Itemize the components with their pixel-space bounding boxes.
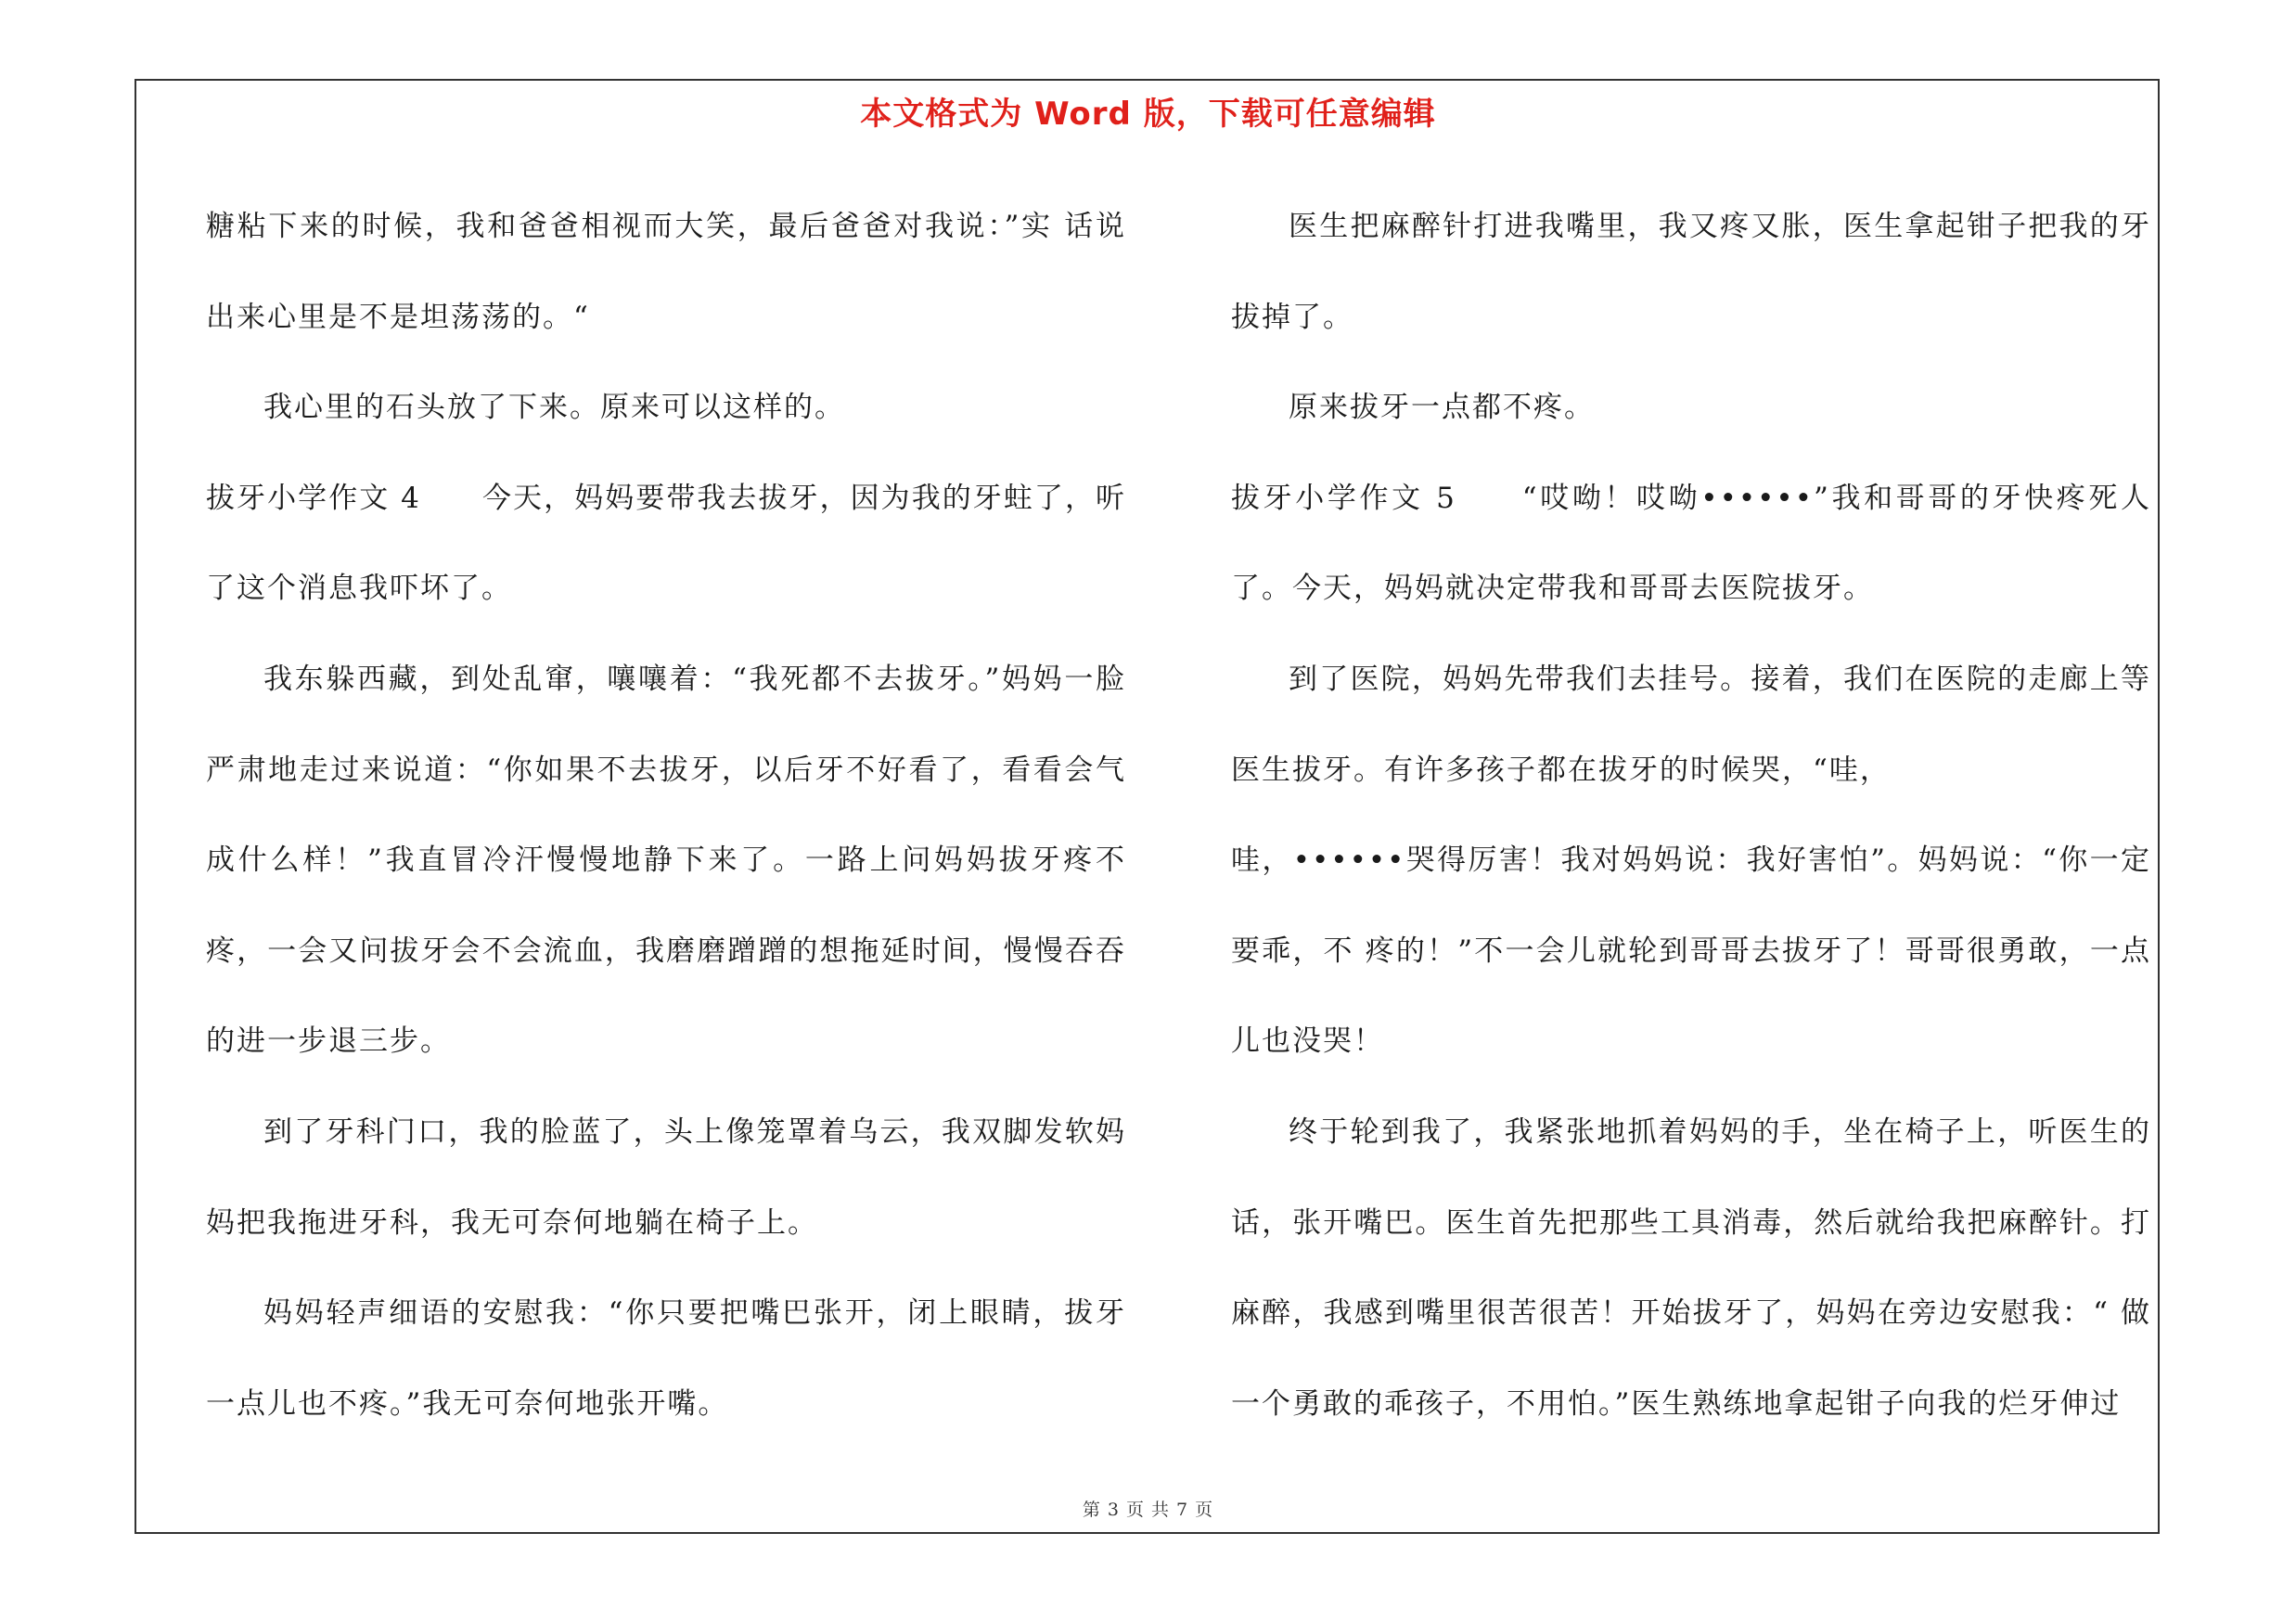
section-heading-paragraph: 拔牙小学作文 4 今天，妈妈要带我去拔牙，因为我的牙蛀了，听了这个消息我吓坏了。: [206, 481, 1126, 606]
format-banner: 本文格式为 Word 版，下载可任意编辑: [860, 96, 1436, 133]
paragraph: 到了医院，妈妈先带我们去挂号。接着，我们在医院的走廊上等医生拔牙。有许多孩子都在拔牙的时候哭，“哇，: [1231, 662, 2151, 787]
paragraph: 到了牙科门口，我的脸蓝了，头上像笼罩着乌云，我双脚发软妈妈把我拖进牙科，我无可奈何地躺在椅子上。: [206, 1114, 1126, 1240]
paragraph: 我东躲西藏，到处乱窜，嚷嚷着：“我死都不去拔牙。”妈妈一脸严肃地走过来说道：“你如果不去拔牙，以后牙不好看了，看看会气成什么样！”我直冒冷汗慢慢地静下来了。一路上问妈妈拔牙疼不疼，一会又问拔牙会不会流血，我磨磨蹭蹭的想拖延时间，慢慢吞吞的进一步退三步。: [206, 662, 1126, 1059]
section-heading-paragraph: 拔牙小学作文 5 “哎呦！哎呦••••••”我和哥哥的牙快疼死人了。今天，妈妈就决定带我和哥哥去医院拔牙。: [1231, 481, 2151, 606]
right-column: [1231, 182, 2151, 1449]
paragraph: 妈妈轻声细语的安慰我：“你只要把嘴巴张开，闭上眼睛，拔牙一点儿也不疼。”我无可奈何地张开嘴。: [206, 1296, 1126, 1421]
paragraph: 终于轮到我了，我紧张地抓着妈妈的手，坐在椅子上，听医生的话，张开嘴巴。医生首先把那些工具消毒，然后就给我把麻醉针。打麻醉，我感到嘴里很苦很苦！开始拔牙了，妈妈在旁边安慰我：“ 做一个勇敢的乖孩子，不用怕。”医生熟练地拿起钳子向我的烂牙伸过: [1231, 1114, 2151, 1421]
paragraph: 糖粘下来的时候，我和爸爸相视而大笑，最后爸爸对我说：”实 话说出来心里是不是坦荡荡的。“: [206, 210, 1126, 334]
paragraph: 我心里的石头放了下来。原来可以这样的。: [263, 391, 845, 425]
left-column: [206, 182, 1126, 1449]
paragraph: 原来拔牙一点都不疼。: [1289, 391, 1595, 425]
paragraph: 哇，••••••哭得厉害！我对妈妈说：我好害怕”。妈妈说：“你一定要乖，不 疼的！”不一会儿就轮到哥哥去拔牙了！哥哥很勇敢，一点儿也没哭！: [1231, 844, 2151, 1059]
paragraph: 医生把麻醉针打进我嘴里，我又疼又胀，医生拿起钳子把我的牙拔掉了。: [1231, 210, 2151, 334]
page-number-footer: 第 3 页 共 7 页: [1082, 1500, 1214, 1520]
